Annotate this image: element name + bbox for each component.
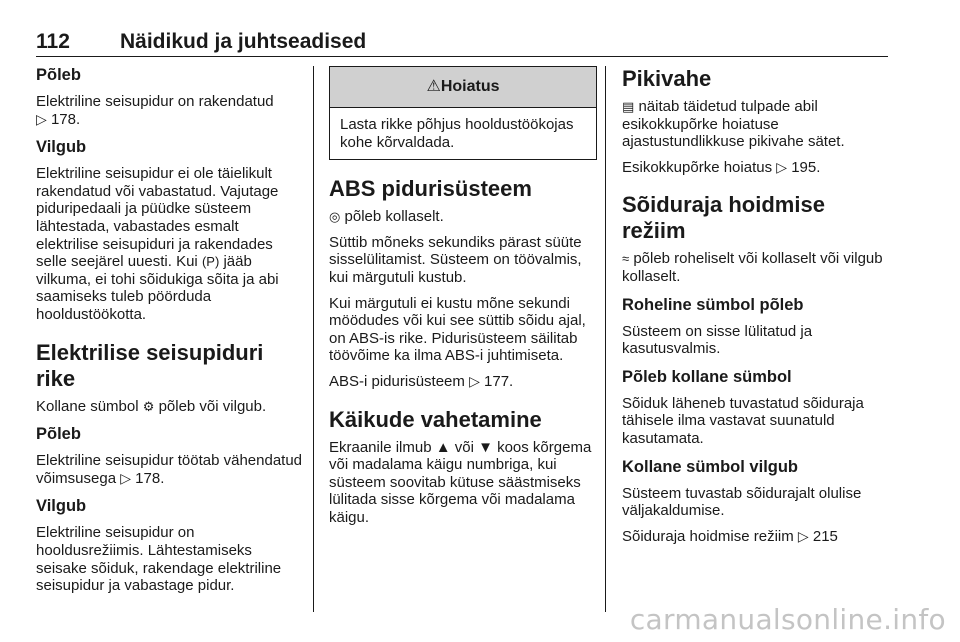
ref-arrow-icon: ▷ xyxy=(776,158,788,175)
ref-arrow-icon: ▷ xyxy=(36,110,47,127)
heading-vilgub: Vilgub xyxy=(36,138,87,157)
heading-following-distance: Pikivahe xyxy=(622,66,712,91)
column-divider-2 xyxy=(605,66,606,612)
lane-keep-icon: ≈ xyxy=(622,251,630,267)
page-ref: 195. xyxy=(791,158,821,176)
column-divider-1 xyxy=(313,66,314,612)
page-ref: 215 xyxy=(812,527,838,545)
warning-text: Lasta rikke põhjus hooldustöökojas kohe kõrvaldada. xyxy=(340,116,574,151)
page-header xyxy=(36,30,888,57)
text: Kollane sümbol xyxy=(36,397,139,415)
heading-gear-shift: Käikude vahetamine xyxy=(329,406,542,432)
warning-title: Hoiatus xyxy=(440,78,500,95)
page-ref: 178. xyxy=(135,469,165,487)
page-number: 112 xyxy=(36,30,70,53)
heading-epb-fault: Elektrilise seisupiduri rike xyxy=(36,339,264,391)
parking-brake-icon: (P) xyxy=(201,254,220,270)
text: Elektriline seisupidur on rakendatud xyxy=(36,93,274,110)
paragraph xyxy=(36,452,304,487)
paragraph: Süsteem tuvastab sõidurajalt olulise väljakaldumise. xyxy=(622,484,862,520)
paragraph: Ekraanile ilmub ▲ või ▼ koos kõrgema või madalama käigu numbriga, kui süsteem soovitab kütuse säästmiseks lülitada sisse kõrgema või madalama käigu. xyxy=(329,438,592,526)
page-ref: 177. xyxy=(484,372,514,390)
column-3 xyxy=(622,66,888,553)
heading-abs: ABS pidurisüsteem xyxy=(329,176,532,202)
text: põleb kollaselt. xyxy=(344,208,444,226)
abs-icon: ◎ xyxy=(329,209,341,225)
heading-lane-keep: Sõiduraja hoidmise režiim xyxy=(622,192,825,244)
text: Elektriline seisupidur töötab vähendatud võimsusega xyxy=(36,452,303,487)
warning-header xyxy=(330,67,596,108)
warning-triangle-icon: ⚠ xyxy=(426,78,441,95)
paragraph xyxy=(622,98,888,151)
page-ref: 178. xyxy=(50,110,81,128)
paragraph: Sõiduk läheneb tuvastatud sõiduraja tähisele ilma vastavat suunatuld kasutamata. xyxy=(622,394,864,447)
paragraph: Süttib mõneks sekundiks pärast süüte sisselülitamist. Süsteem on töövalmis, kui märgutuli kustub. xyxy=(329,233,582,286)
paragraph: Elektriline seisupidur on hooldusrežiimis. Lähtestamiseks seisake sõiduk, rakendage elektriline seisupidur ja vabastage pidur. xyxy=(36,524,282,595)
heading-vilgub: Vilgub xyxy=(36,497,87,516)
paragraph xyxy=(36,398,304,416)
text: ABS-i pidurisüsteem xyxy=(329,372,465,390)
following-distance-icon: ▤ xyxy=(622,99,635,114)
heading-green-symbol: Roheline sümbol põleb xyxy=(622,295,804,314)
heading-poleb: Põleb xyxy=(36,425,81,444)
paragraph xyxy=(622,159,888,177)
ref-arrow-icon: ▷ xyxy=(469,372,480,389)
paragraph xyxy=(36,165,304,323)
text: jääb vilkuma, ei tohi sõidukiga sõita ja abi saamiseks tuleb pöörduda hooldustöökotta. xyxy=(36,253,279,323)
paragraph: Süsteem on sisse lülitatud ja kasutusvalmis. xyxy=(622,322,813,358)
paragraph xyxy=(622,250,888,285)
warning-box xyxy=(329,66,597,160)
ref-arrow-icon: ▷ xyxy=(797,527,809,544)
paragraph xyxy=(36,93,304,128)
heading-yellow-symbol: Põleb kollane sümbol xyxy=(622,367,792,386)
text: näitab täidetud tulpade abil esikokkupõrke hoiatuse ajastustundlikkuse pikivahe sätet. xyxy=(622,98,845,151)
text: Elektriline seisupidur ei ole täielikult rakendatud või vabastatud. Vajutage piduripedaali ja püüdke süsteem lähtestada, vabastades esmalt elektrilise seisupiduri ja rakendades selle seejärel uuesti. Kui xyxy=(36,165,279,271)
column-1 xyxy=(36,66,304,603)
paragraph xyxy=(329,373,597,391)
column-2 xyxy=(329,66,597,535)
page-title: Näidikud ja juhtseadised xyxy=(120,30,367,53)
text: Sõiduraja hoidmise režiim xyxy=(622,527,794,545)
text: põleb roheliselt või kollaselt või vilgub kollaselt. xyxy=(622,250,883,285)
paragraph xyxy=(329,208,597,226)
paragraph xyxy=(622,528,888,546)
ref-arrow-icon: ▷ xyxy=(120,469,131,486)
epb-fault-icon: ⚙ xyxy=(142,398,155,414)
text: põleb või vilgub. xyxy=(158,397,267,415)
paragraph: Kui märgutuli ei kustu mõne sekundi möödudes või kui see süttib sõidu ajal, on ABS-is rike. Pidurisüsteem säilitab töövõime ka ilma ABS-i juhtimiseta. xyxy=(329,294,586,365)
text: Esikokkupõrke hoiatus xyxy=(622,158,773,176)
watermark: carmanualsonline.info xyxy=(629,603,946,636)
heading-yellow-blinking: Kollane sümbol vilgub xyxy=(622,457,799,476)
heading-poleb: Põleb xyxy=(36,66,81,84)
